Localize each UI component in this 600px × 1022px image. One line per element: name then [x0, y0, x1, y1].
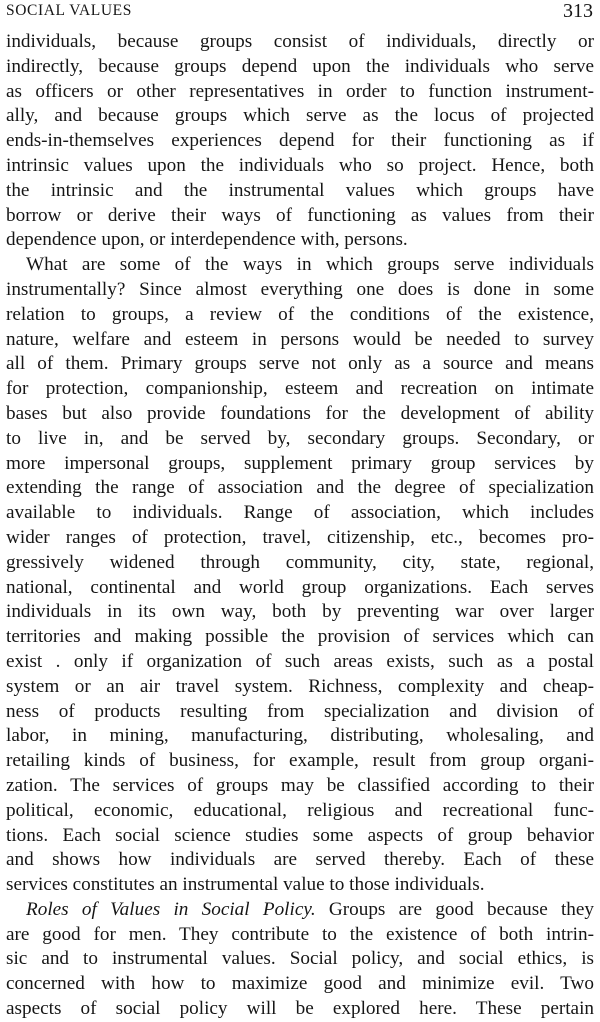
text-line: What are some of the ways in which groups serve individuals: [26, 254, 594, 276]
text-line: to live in, and be served by, secondary groups. Secondary, or: [6, 427, 594, 449]
text-line: instrumentally? Since almost everything one does is done in some: [6, 278, 594, 300]
text-line: more impersonal groups, supplement primary group services by: [6, 452, 594, 474]
text-line: indirectly, because groups depend upon the individuals who serve: [6, 55, 594, 77]
text-line: the intrinsic and the instrumental values which groups have: [6, 179, 594, 201]
text-line: ends-in-themselves experiences depend for their functioning as if: [6, 130, 594, 152]
text-line: for protection, companionship, esteem and recreation on intimate: [6, 378, 594, 400]
running-title: SOCIAL VALUES: [6, 2, 132, 19]
text-line: zation. The services of groups may be classified according to their: [6, 774, 594, 796]
run-in-heading: Roles of Values in Social Policy.: [26, 898, 316, 920]
text-line: borrow or derive their ways of functioning as values from their: [6, 204, 594, 226]
text-line: individuals, because groups consist of individuals, directly or: [6, 31, 594, 52]
text-line: are good for men. They contribute to the existence of both intrin-: [6, 923, 594, 945]
text-line: territories and making possible the provision of services which can: [6, 626, 594, 648]
text-line: system or an air travel system. Richness, complexity and cheap-: [6, 675, 594, 697]
text-line: extending the range of association and the degree of specialization: [6, 477, 594, 499]
text-line: exist . only if organization of such areas exists, such as a postal: [6, 650, 594, 672]
text-line: relation to groups, a review of the conditions of the existence,: [6, 303, 594, 325]
text-line: political, economic, educational, religious and recreational func-: [6, 799, 594, 821]
text-line: individuals in its own way, both by preventing war over larger: [6, 601, 594, 623]
text-line: bases but also provide foundations for the development of ability: [6, 402, 594, 424]
text-line: [6, 898, 594, 923]
text-line: nature, welfare and esteem in persons would be needed to survey: [6, 328, 594, 350]
text-line: services constitutes an instrumental value to those individuals.: [6, 874, 485, 896]
text-line: tions. Each social science studies some aspects of group behavior: [6, 824, 594, 846]
text-line: available to individuals. Range of association, which includes: [6, 502, 594, 524]
text-run: Groups are good because they: [315, 898, 594, 920]
text-line: sic and to instrumental values. Social policy, and social ethics, is: [6, 948, 594, 970]
page-number: 313: [563, 0, 593, 22]
running-head: [6, 0, 594, 30]
body-text: [6, 30, 594, 1022]
text-line: all of them. Primary groups serve not only as a source and means: [6, 353, 594, 375]
paragraph-2: [6, 253, 594, 898]
text-line: concerned with how to maximize good and minimize evil. Two: [6, 973, 594, 995]
text-line: gressively widened through community, city, state, regional,: [6, 551, 594, 573]
paragraph-3: [6, 898, 594, 1022]
text-line: wider ranges of protection, travel, citizenship, etc., becomes pro-: [6, 526, 594, 548]
text-line: labor, in mining, manufacturing, distributing, wholesaling, and: [6, 725, 594, 747]
text-line: dependence upon, or interdependence with, persons.: [6, 229, 408, 251]
text-line: aspects of social policy will be explored here. These pertain: [6, 998, 594, 1020]
text-line: as officers or other representatives in order to function instrument-: [6, 80, 594, 102]
text-line: national, continental and world group organizations. Each serves: [6, 576, 594, 598]
text-line: ness of products resulting from specialization and division of: [6, 700, 594, 722]
paragraph-1: [6, 30, 594, 253]
text-line: retailing kinds of business, for example, result from group organi-: [6, 750, 594, 772]
text-line: ally, and because groups which serve as the locus of projected: [6, 105, 594, 127]
text-line: intrinsic values upon the individuals who so project. Hence, both: [6, 154, 594, 176]
text-line: and shows how individuals are served thereby. Each of these: [6, 849, 594, 871]
